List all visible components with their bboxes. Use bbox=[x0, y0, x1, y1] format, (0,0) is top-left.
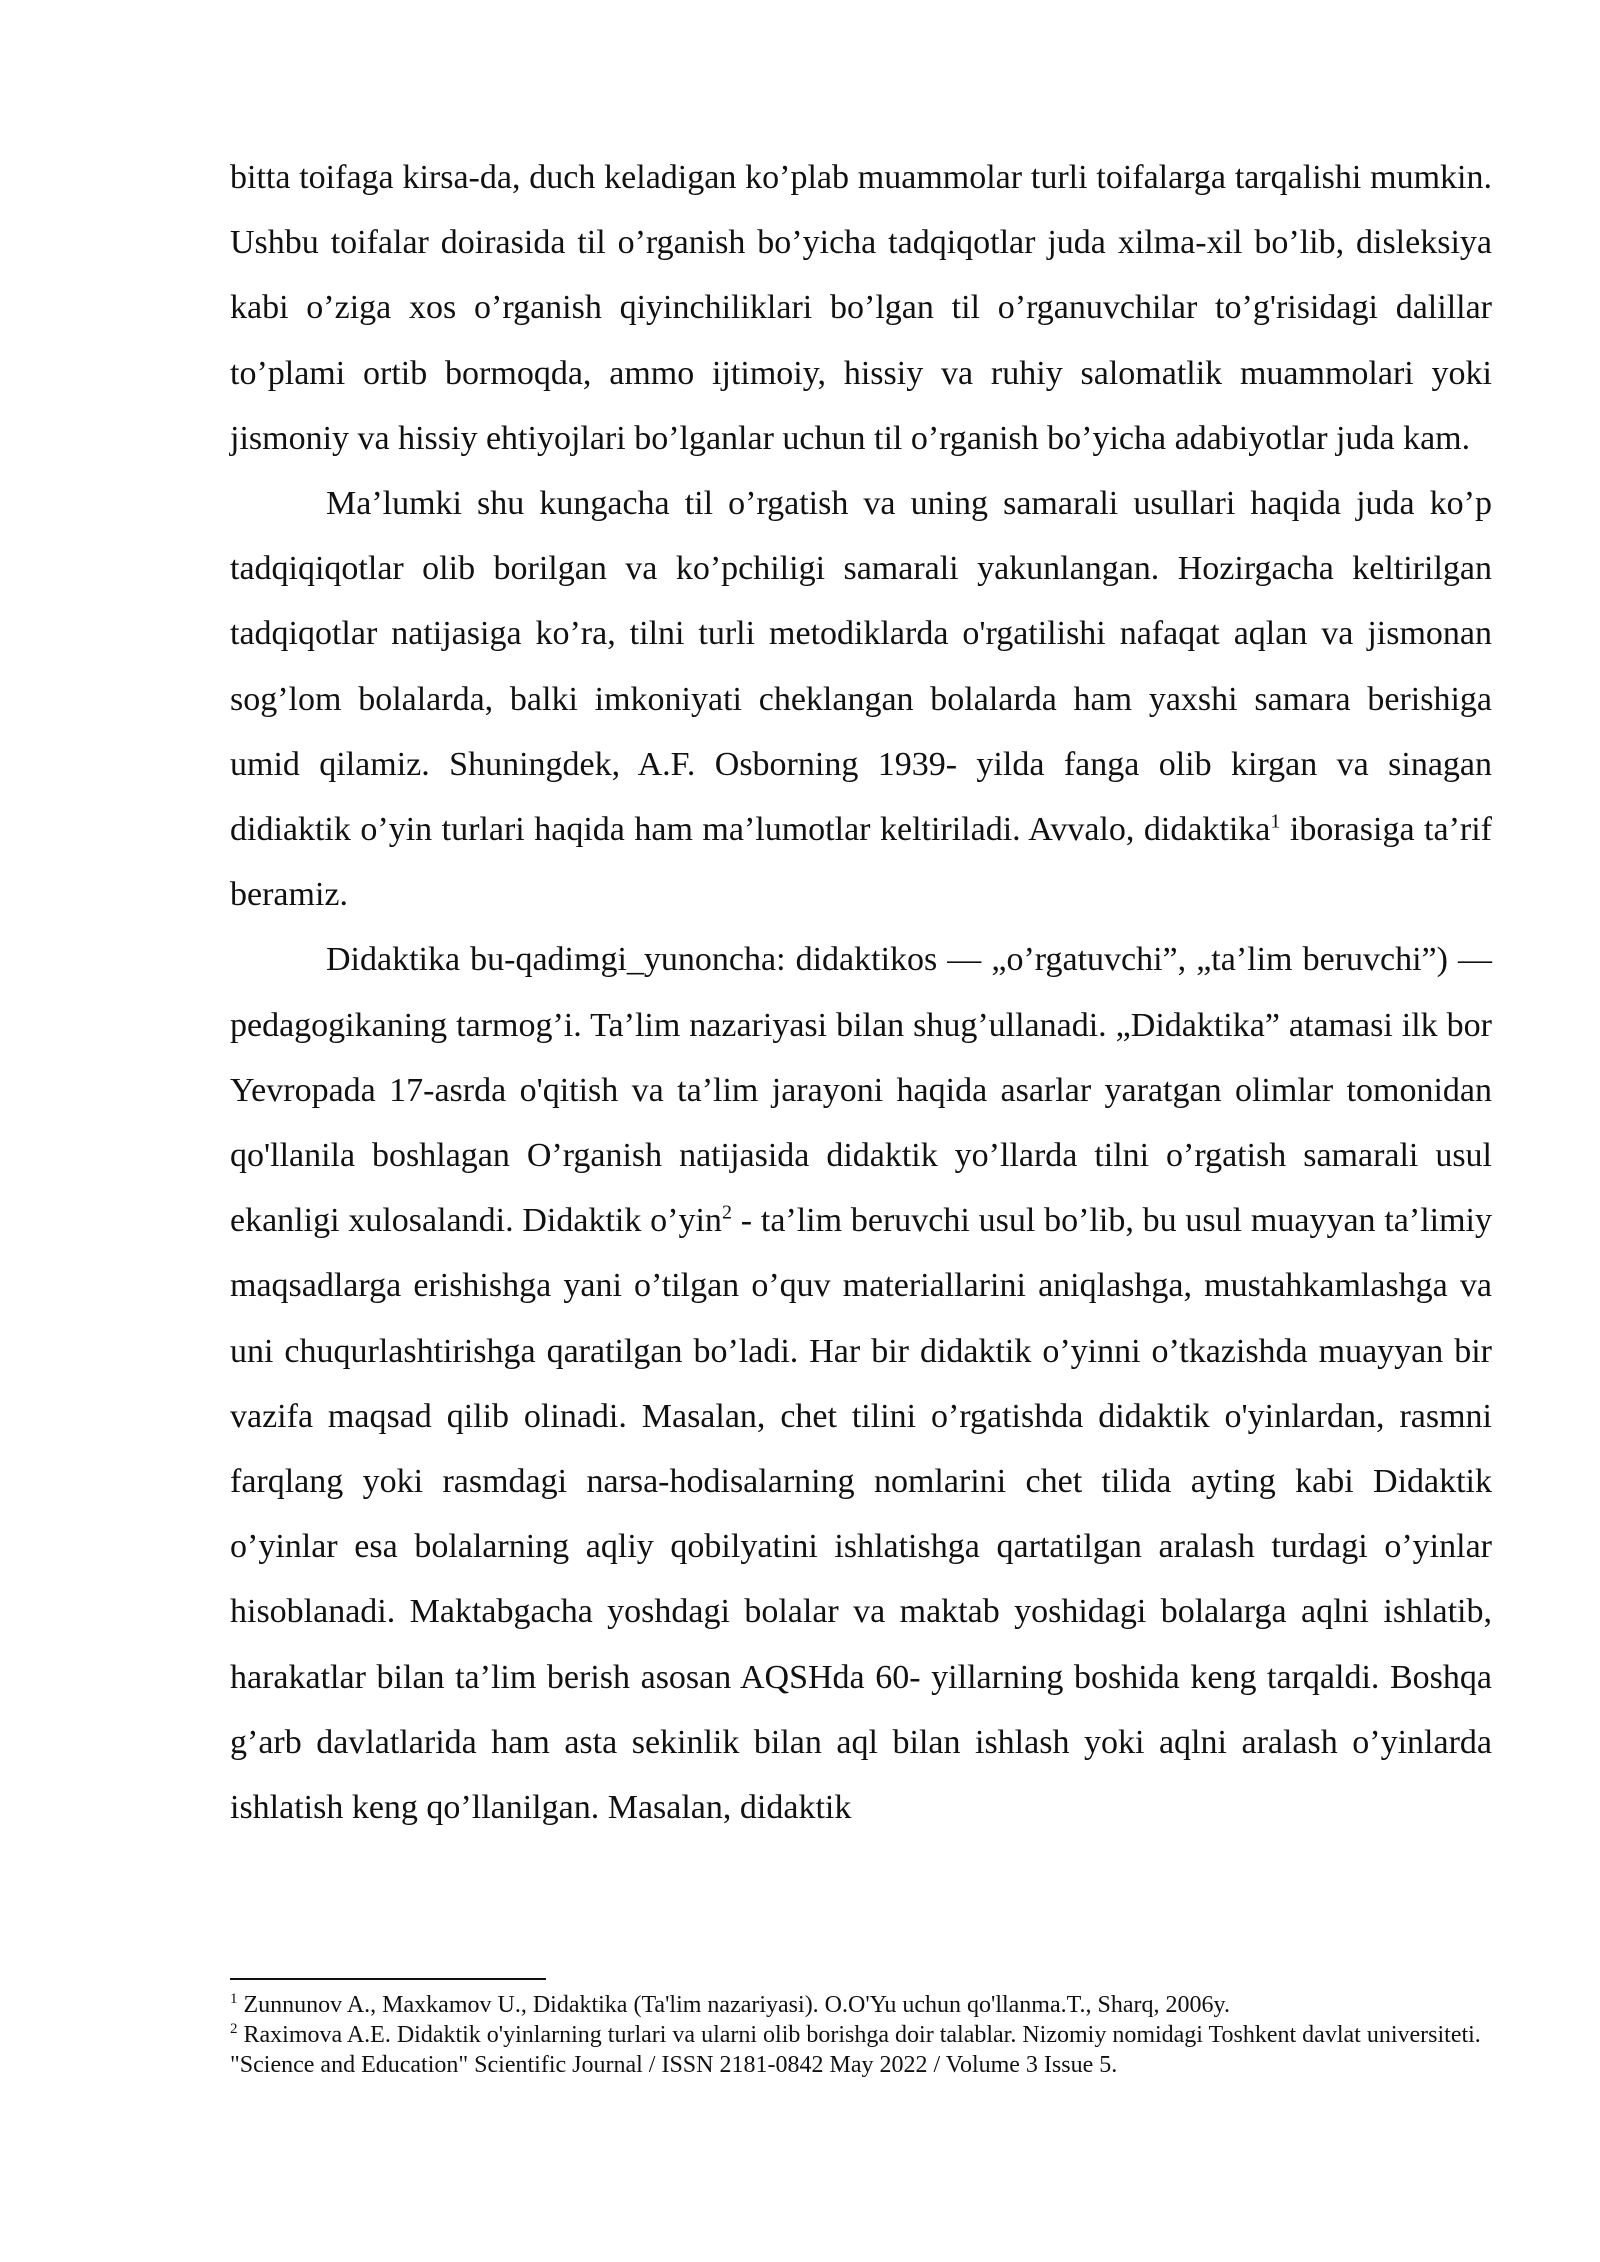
document-body bbox=[230, 145, 1492, 1840]
footnote-2-mark: 2 bbox=[230, 2021, 238, 2037]
paragraph-2-text-end: iborasiga ta’rif beramiz. bbox=[230, 811, 1492, 914]
paragraph-3 bbox=[230, 927, 1492, 1840]
footnote-2-text: Raximova A.E. Didaktik o'yinlarning turlari va ularni olib borishga doir talablar. Nizomiy nomidagi Toshkent davlat universiteti. "Science and Education" Scientific Journal / ISSN 2181-0842 May 2022 / Volume 3 Issue 5. bbox=[230, 2022, 1481, 2078]
footnote-2 bbox=[230, 2020, 1492, 2080]
footnote-ref-1[interactable]: 1 bbox=[1270, 810, 1281, 833]
paragraph-3-text: Didaktika bu-qadimgi_yunoncha: didaktikos — „o’rgatuvchi”, „ta’lim beruvchi”) — pedagogikaning tarmog’i. Ta’lim nazariyasi bilan shug’ullanadi. „Didaktika” atamasi ilk bor Yevropada 17-asrda o'qitish va ta’lim jarayoni haqida asarlar yaratgan olimlar tomonidan qo'llanila boshlagan O’rganish natijasida didaktik yo’llarda tilni o’rgatish samarali usul ekanligi xulosalandi. Didaktik o’yin bbox=[230, 941, 1492, 1240]
paragraph-3-text-end: - ta’lim beruvchi usul bo’lib, bu usul muayyan ta’limiy maqsadlarga erishishga yani o’tilgan o’quv materiallarini aniqlashga, mustahkamlashga va uni chuqurlashtirishga qaratilgan bo’ladi. Har bir didaktik o’yinni o’tkazishda muayyan bir vazifa maqsad qilib olinadi. Masalan, chet tilini o’rgatishda didaktik o'yinlardan, rasmni farqlang yoki rasmdagi narsa-hodisalarning nomlarini chet tilida ayting kabi Didaktik o’yinlar esa bolalarning aqliy qobilyatini ishlatishga qartatilgan aralash turdagi o’yinlar hisoblanadi. Maktabgacha yoshdagi bolalar va maktab yoshidagi bolalarga aqlni ishlatib, harakatlar bilan ta’lim berish asosan AQSHda 60- yillarning boshida keng tarqaldi. Boshqa g’arb davlatlarida ham asta sekinlik bilan aql bilan ishlash yoki aqlni aralash o’yinlarda ishlatish keng qo’llanilgan. Masalan, didaktik bbox=[230, 1202, 1492, 1827]
footnote-separator bbox=[230, 1978, 546, 1980]
paragraph-2 bbox=[230, 471, 1492, 927]
paragraph-1-text: bitta toifaga kirsa-da, duch keladigan ko’plab muammolar turli toifalarga tarqalishi mumkin. Ushbu toifalar doirasida til o’rganish bo’yicha tadqiqotlar juda xilma-xil bo’lib, disleksiya kabi o’ziga xos o’rganish qiyinchiliklari bo’lgan til o’rganuvchilar to’g'risidagi dalillar to’plami ortib bormoqda, ammo ijtimoiy, hissiy va ruhiy salomatlik muammolari yoki jismoniy va hissiy ehtiyojlari bo’lganlar uchun til o’rganish bo’yicha adabiyotlar juda kam. bbox=[230, 159, 1492, 457]
paragraph-1 bbox=[230, 145, 1492, 471]
footnotes bbox=[230, 1990, 1492, 2080]
footnote-1-text: Zunnunov A., Maxkamov U., Didaktika (Ta'lim nazariyasi). O.O'Yu uchun qo'llanma.T., Sharq, 2006y. bbox=[237, 1992, 1230, 2018]
footnote-ref-2[interactable]: 2 bbox=[721, 1201, 732, 1224]
footnote-1-mark: 1 bbox=[230, 1991, 238, 2007]
footnote-1 bbox=[230, 1990, 1492, 2020]
paragraph-2-text: Ma’lumki shu kungacha til o’rgatish va uning samarali usullari haqida juda ko’p tadqiqiqotlar olib borilgan va ko’pchiligi samarali yakunlangan. Hozirgacha keltirilgan tadqiqotlar natijasiga ko’ra, tilni turli metodiklarda o'rgatilishi nafaqat aqlan va jismonan sog’lom bolalarda, balki imkoniyati cheklangan bolalarda ham yaxshi samara berishiga umid qilamiz. Shuningdek, A.F. Osborning 1939- yilda fanga olib kirgan va sinagan didiaktik o’yin turlari haqida ham ma’lumotlar keltiriladi. Avvalo, didaktika bbox=[230, 485, 1492, 849]
